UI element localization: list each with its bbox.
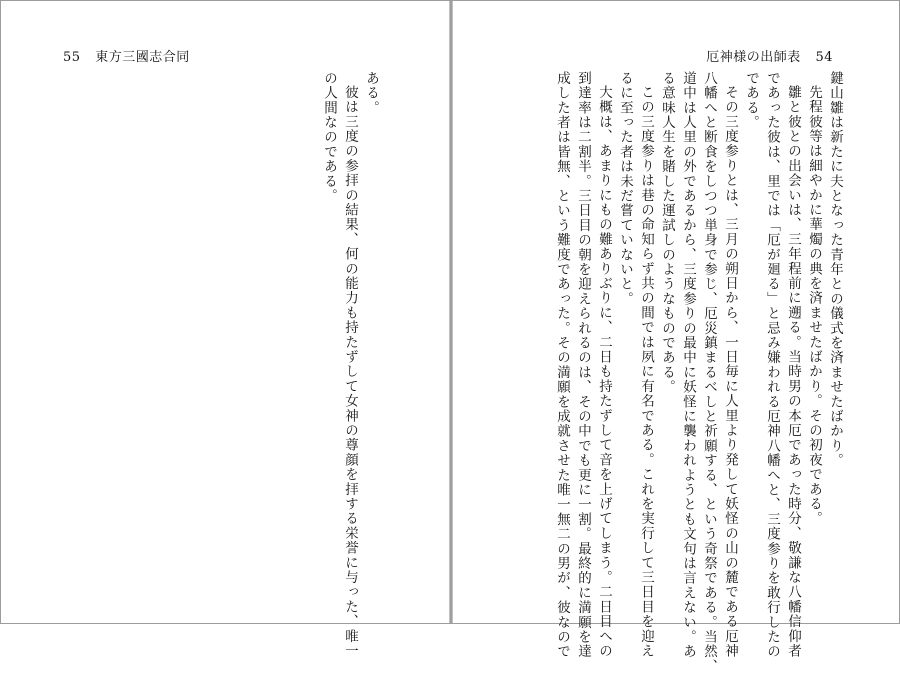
right-page-number: 54 xyxy=(815,50,833,65)
left-page-body xyxy=(231,71,381,658)
text-line: であった彼は、里では「厄が廻る」と忌み嫌われる厄神八幡へと、三度参りを敢行したの xyxy=(764,71,780,659)
text-line: 先程彼等は細やかに華燭の典を済ませたばかり。その初夜である。 xyxy=(806,84,822,526)
text-line: 雛と彼との出会いは、三年程前に遡る。当時男の本厄であった時分、敬謙な八幡信仰者 xyxy=(785,84,801,658)
right-running-title: 厄神様の出師表 xyxy=(706,50,801,65)
text-line: 成した者は皆無、という難度であった。その満願を成就させた唯一無二の男が、彼なので xyxy=(554,71,570,659)
right-page xyxy=(453,1,899,674)
text-line: 彼は三度の参拝の結果、何の能力も持たずして女神の尊顔を拝する栄誉に与った、唯一 xyxy=(342,84,358,658)
right-page-body xyxy=(525,71,845,674)
text-line: ある。 xyxy=(363,71,379,116)
text-line: の人間なのである。 xyxy=(321,71,337,204)
text-line: である。 xyxy=(743,71,759,130)
left-page xyxy=(1,1,449,658)
text-line: 鍵山雛は新たに夫となった青年との儀式を済ませたばかり。 xyxy=(827,71,843,468)
text-line: 道中は人里の外であるから、三度参りの最中に妖怪に襲われようとも文句は言えない。あ xyxy=(680,71,696,659)
right-page-header xyxy=(706,46,843,65)
text-line: 大概は、あまりにもの難ありぶりに、二日も持たずして音を上げてしまう。二日目への xyxy=(596,84,612,658)
left-page-number: 55 xyxy=(63,50,81,65)
left-page-header xyxy=(53,46,190,65)
text-line: 到達率は二割半。三日目の朝を迎えられるのは、その中でも更に一割。最終的に満願を達 xyxy=(575,71,591,659)
text-line: る意味人生を賭した運試しのようなものである。 xyxy=(659,71,675,395)
text-line: るに至った者は未だ嘗ていないと。 xyxy=(617,71,633,307)
left-running-title: 東方三國志合同 xyxy=(95,50,190,65)
text-line: その三度参りとは、三月の朔日から、一日毎に人里より発して妖怪の山の麓である厄神 xyxy=(722,84,738,658)
text-line: 八幡へと断食をしつつ単身で参じ、厄災鎮まるべしと祈願する、という奇祭である。当然、 xyxy=(701,71,717,674)
text-line: この三度参りは巷の命知らず共の間では夙に有名である。これを実行して三日目を迎え xyxy=(638,84,654,658)
